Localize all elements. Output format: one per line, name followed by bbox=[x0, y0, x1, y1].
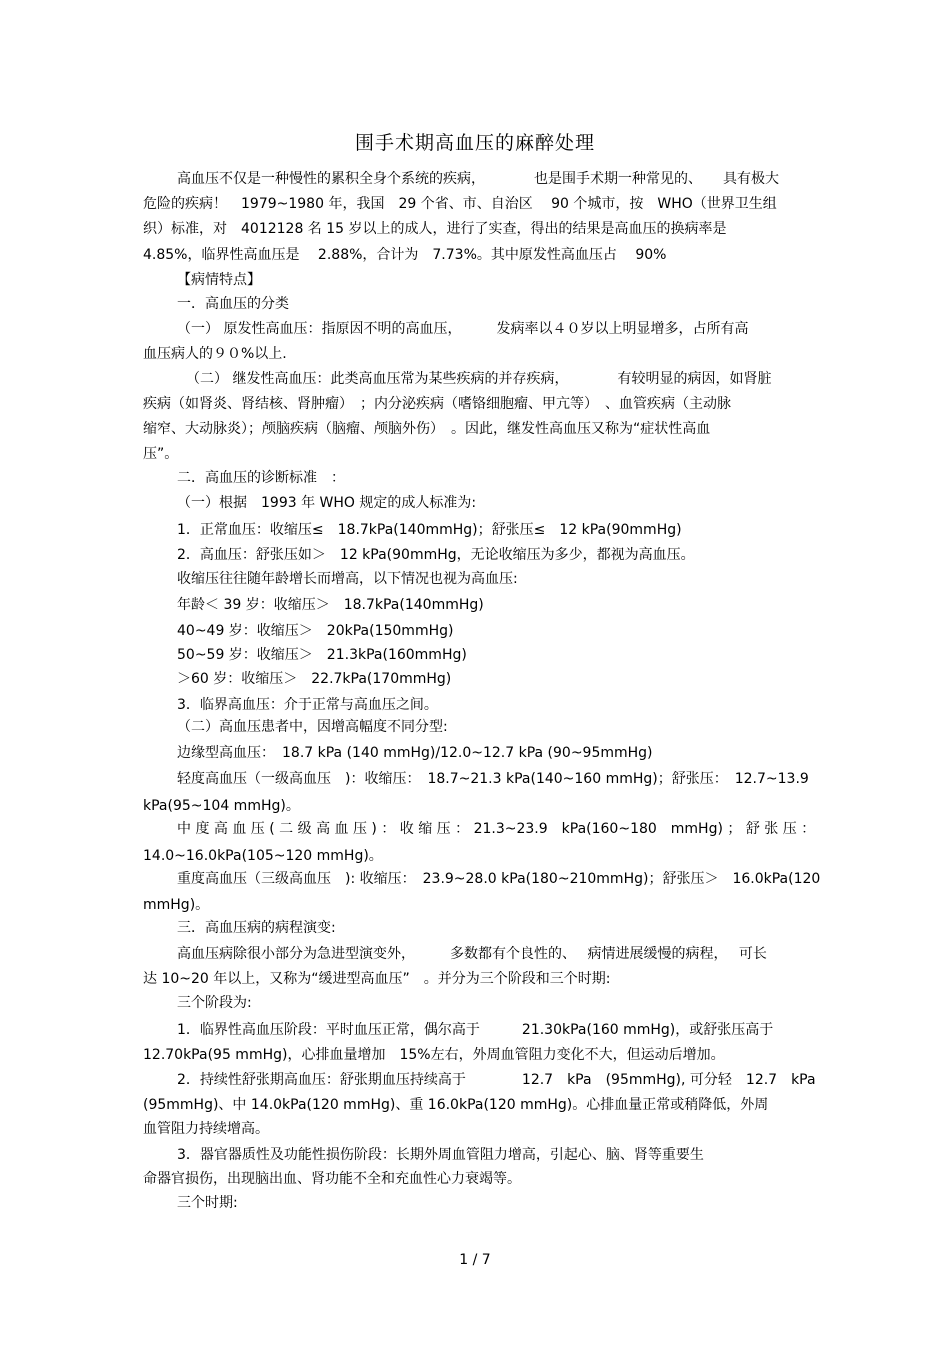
body-line: ＞60 岁：收缩压＞ 22.7kPa(170mmHg) bbox=[177, 671, 452, 687]
body-line: 织）标准，对 4012128 名 15 岁以上的成人，进行了实查，得出的结果是高血压的换病率是 bbox=[143, 221, 727, 237]
section-heading: 一．高血压的分类 bbox=[177, 296, 289, 312]
body-line: 3．临界高血压：介于正常与高血压之间。 bbox=[177, 697, 438, 713]
body-line: 1．临界性高血压阶段：平时血压正常，偶尔高于 21.30kPa(160 mmHg)，或舒张压高于 bbox=[177, 1022, 774, 1038]
body-line: 缩窄、大动脉炎）；颅脑疾病（脑瘤、颅脑外伤） 。因此，继发性高血压又称为“症状性高血 bbox=[143, 421, 711, 437]
body-line: 1．正常血压：收缩压≤ 18.7kPa(140mmHg)；舒张压≤ 12 kPa(90mmHg) bbox=[177, 522, 682, 538]
body-line: 中 度 高 血 压 ( 二 级 高 血 压 ) ： 收 缩 压 ： 21.3~23.9 kPa(160~180 mmHg) ； 舒 张 压 ： bbox=[177, 821, 816, 837]
body-line: 危险的疾病！ 1979~1980 年，我国 29 个省、市、自治区 90 个城市，按 WHO（世界卫生组 bbox=[143, 196, 777, 212]
body-line: 12.70kPa(95 mmHg)，心排血量增加 15%左右，外周血管阻力变化不大，但运动后增加。 bbox=[143, 1047, 725, 1063]
section-heading: 二．高血压的诊断标准 ： bbox=[177, 470, 345, 486]
section-heading: 三．高血压病的病程演变: bbox=[177, 920, 336, 936]
body-line: 高血压不仅是一种慢性的累积全身个系统的疾病， 也是围手术期一种常见的、 具有极大 bbox=[177, 171, 779, 187]
body-line: 50~59 岁：收缩压＞ 21.3kPa(160mmHg) bbox=[177, 647, 467, 663]
body-line: （二）高血压患者中，因增高幅度不同分型: bbox=[177, 719, 448, 735]
body-line: 三个时期: bbox=[177, 1195, 238, 1211]
body-line: 达 10~20 年以上，又称为“缓进型高血压” 。并分为三个阶段和三个时期: bbox=[143, 971, 611, 987]
body-line: 14.0~16.0kPa(105~120 mmHg)。 bbox=[143, 848, 383, 864]
body-line: 4.85%，临界性高血压是 2.88%，合计为 7.73%。其中原发性高血压占 90% bbox=[143, 247, 667, 263]
section-heading: 【病情特点】 bbox=[177, 272, 261, 288]
body-line: 三个阶段为: bbox=[177, 995, 252, 1011]
body-line: 2．持续性舒张期高血压：舒张期血压持续高于 12.7 kPa (95mmHg), 可分轻 12.7 kPa bbox=[177, 1072, 816, 1088]
body-line: 疾病（如肾炎、肾结核、肾肿瘤） ；内分泌疾病（嗜铬细胞瘤、甲亢等） 、血管疾病（主动脉 bbox=[143, 396, 731, 412]
body-line: (95mmHg)、中 14.0kPa(120 mmHg)、重 16.0kPa(120 mmHg)。心排血量正常或稍降低，外周 bbox=[143, 1097, 769, 1113]
body-line: 血压病人的９０%以上. bbox=[143, 346, 287, 362]
document-title: 围手术期高血压的麻醉处理 bbox=[354, 132, 595, 154]
body-line: （一） 原发性高血压：指原因不明的高血压， 发病率以４０岁以上明显增多，占所有高 bbox=[177, 321, 749, 337]
body-line: 高血压病除很小部分为急进型演变外， 多数都有个良性的、 病情进展缓慢的病程， 可长 bbox=[177, 946, 767, 962]
body-line: 2．高血压：舒张压如＞ 12 kPa(90mmHg，无论收缩压为多少，都视为高血压。 bbox=[177, 547, 695, 563]
body-line: 边缘型高血压： 18.7 kPa (140 mmHg)/12.0~12.7 kPa (90~95mmHg) bbox=[177, 745, 653, 761]
body-line: 年龄＜ 39 岁：收缩压＞ 18.7kPa(140mmHg) bbox=[177, 597, 484, 613]
body-line: 血管阻力持续增高。 bbox=[143, 1121, 269, 1137]
body-line: mmHg)。 bbox=[143, 897, 210, 913]
body-line: 3．器官器质性及功能性损伤阶段：长期外周血管阻力增高，引起心、脑、肾等重要生 bbox=[177, 1147, 704, 1163]
body-line: 重度高血压（三级高血压 ): 收缩压： 23.9~28.0 kPa(180~210mmHg)；舒张压＞ 16.0kPa(120 bbox=[177, 871, 821, 887]
body-line: 收缩压往往随年龄增长而增高，以下情况也视为高血压: bbox=[177, 571, 518, 587]
body-line: 轻度高血压（一级高血压 )：收缩压： 18.7~21.3 kPa(140~160 mmHg)；舒张压： 12.7~13.9 bbox=[177, 771, 809, 787]
body-line: 压”。 bbox=[143, 446, 179, 462]
body-line: （二） 继发性高血压：此类高血压常为某些疾病的并存疾病， 有较明显的病因，如肾脏 bbox=[186, 371, 772, 387]
body-line: 40~49 岁：收缩压＞ 20kPa(150mmHg) bbox=[177, 623, 454, 639]
body-line: 命器官损伤，出现脑出血、肾功能不全和充血性心力衰竭等。 bbox=[143, 1171, 521, 1187]
body-line: kPa(95~104 mmHg)。 bbox=[143, 798, 300, 814]
body-line: （一）根据 1993 年 WHO 规定的成人标准为: bbox=[177, 495, 477, 511]
page-number: 1 / 7 bbox=[459, 1252, 491, 1268]
